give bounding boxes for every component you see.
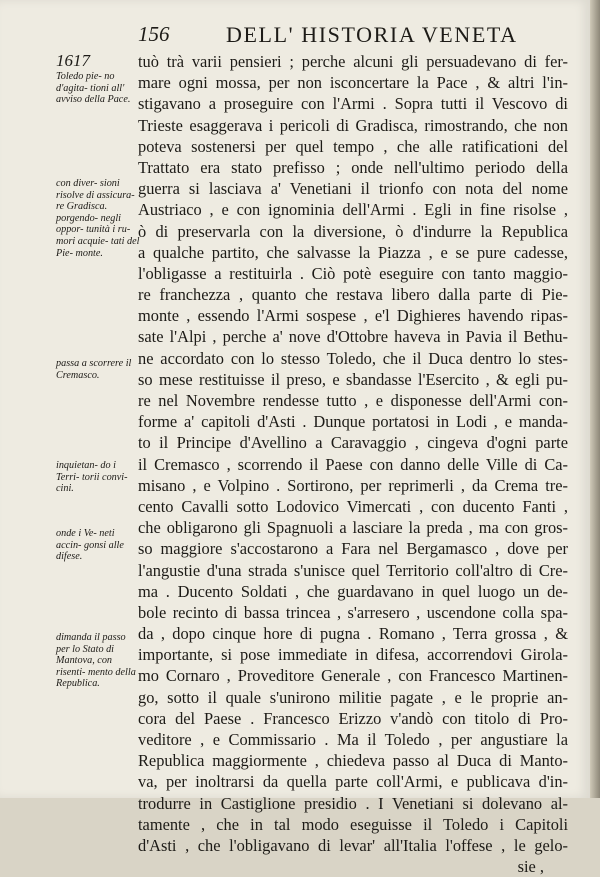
text-line: d'Asti , che l'obligavano di levar' all'Italia l'offese , le gelo- xyxy=(138,835,568,855)
text-line: cento Cavalli sotto Lodovico Vimercati , con ducento Fanti , xyxy=(138,496,568,516)
page-header xyxy=(138,22,558,52)
margin-note-text: inquietan- do i Terri- torii convi- cini. xyxy=(56,460,128,495)
margin-note-4 xyxy=(56,460,140,495)
text-line: Trieste esaggerava i pericoli di Gradisca, rimostrando, che non xyxy=(138,115,568,135)
text-line: sate l'Alpi , perche a' nove d'Ottobre haveva in Pavia il Bethu- xyxy=(138,327,568,347)
text-line: mare ogni mossa, per non isconcertare la Pace , & altri l'in- xyxy=(138,73,568,93)
text-line: ne accordato con lo stesso Toledo, che il Duca dentro lo stes- xyxy=(138,348,568,368)
text-line: Trattato era stato prefisso ; onde nell'ultimo periodo della xyxy=(138,157,568,177)
margin-note-text: Toledo pie- no d'agita- tioni all' avviso della Pace. xyxy=(56,71,131,106)
text-line: va, per inoltrarsi da quella parte coll'Armi, e publicava d'in- xyxy=(138,772,568,792)
text-line: stigavano a proseguire con l'Armi . Sopra tutti il Vescovo di xyxy=(138,94,568,114)
page-number: 156 xyxy=(138,22,170,46)
text-line: go, sotto il quale s'unirono militie pagate , e le proprie an- xyxy=(138,687,568,707)
text-line: ò di preservarla con la diversione, ò d'indurre la Republica xyxy=(138,221,568,241)
text-line: tuò trà varii pensieri ; perche alcuni gli persuadevano di fer- xyxy=(138,52,568,71)
running-title: DELL' HISTORIA VENETA xyxy=(226,22,518,47)
text-line: trodurre in Castiglione presidio . I Venetiani si dolevano al- xyxy=(138,793,568,813)
text-line: cora del Paese . Francesco Erizzo v'andò con titolo di Pro- xyxy=(138,708,568,728)
margin-note-1 xyxy=(56,52,140,106)
page-edge xyxy=(590,0,600,798)
text-line: tamente , che in tal modo eseguisse il Toledo i Capitoli xyxy=(138,814,568,834)
text-line: to il Principe d'Avellino a Caravaggio , cingeva d'ogni parte xyxy=(138,433,568,453)
margin-note-6 xyxy=(56,632,140,690)
text-line: mo Cornaro , Proveditore Generale , con Francesco Martinen- xyxy=(138,666,568,686)
text-line: ma . Ducento Soldati , che guardavano in quel luogo un de- xyxy=(138,581,568,601)
text-line: re franchezza , quanto che restava libero dalla parte di Pie- xyxy=(138,285,568,305)
text-line: veditore , e Commissario . Ma il Toledo , per angustiare la xyxy=(138,730,568,749)
text-line: bole recinto di bassa trincea , s'arresero , uscendone colla spa- xyxy=(138,602,568,622)
text-line: so maggiore s'accostarono a Fara nel Bergamasco , dove per xyxy=(138,539,568,559)
text-line: so mese restituisse il preso, e sbandasse l'Esercito , & egli pu- xyxy=(138,369,568,389)
margin-year: 1617 xyxy=(56,51,90,70)
body-text xyxy=(138,51,568,877)
margin-note-5 xyxy=(56,528,140,563)
text-line: misano , e Volpino . Sortirono, per reprimerli , da Crema tre- xyxy=(138,475,568,495)
text-line: re nel Novembre rendesse tutto , e disponesse dell'Armi con- xyxy=(138,391,568,410)
margin-note-text: passa a scorrere il Cremasco. xyxy=(56,358,132,381)
margin-note-2 xyxy=(56,178,140,259)
text-line: Austriaco , e con ignominia dell'Armi . Egli in fine risolse , xyxy=(138,200,568,220)
text-line: monte , essendo l'Armi sospese , e'l Dighieres havendo ripas- xyxy=(138,306,568,326)
text-line: poteva sostenersi per quel tempo , che alle ratificationi del xyxy=(138,136,568,156)
text-line: Republica maggiormente , chiedeva passo al Duca di Manto- xyxy=(138,751,568,771)
text-line: forme a' capitoli d'Asti . Dunque portatosi in Lodi , e manda- xyxy=(138,412,568,432)
catchword: sie , xyxy=(517,857,544,877)
text-line: l'obligasse a restituirla . Ciò potè eseguire con tanto maggio- xyxy=(138,263,568,283)
margin-note-text: dimanda il passo per lo Stato di Mantova, con risenti- mento della Republica. xyxy=(56,632,136,690)
text-line: importante, si pose immediate in difesa, accorrendovi Girola- xyxy=(138,645,568,665)
text-line: da , dopo cinque hore di pugna . Romano , Terra grossa , & xyxy=(138,624,568,644)
text-line: che obligarono gli Spagnuoli a lasciare la preda , ma con gros- xyxy=(138,518,568,538)
text-line: guerra si lasciava a' Venetiani il trionfo con nota del nome xyxy=(138,179,568,199)
text-line: l'angustie d'una strada s'unisce quel Territorio coll'altro di Cre- xyxy=(138,560,568,580)
text-line: a qualche partito, che salvasse la Piazza , e se pure cadesse, xyxy=(138,242,568,262)
margin-note-text: con diver- sioni risolve di assicura- re Gradisca. porgendo- negli oppor- tunità i ru- mori acquie- tati del Pie- monte. xyxy=(56,178,140,259)
text-line: il Cremasco , scorrendo il Paese con danno delle Ville di Ca- xyxy=(138,454,568,474)
margin-note-3 xyxy=(56,358,140,381)
margin-note-text: onde i Ve- neti accin- gonsi alle difese. xyxy=(56,528,124,563)
